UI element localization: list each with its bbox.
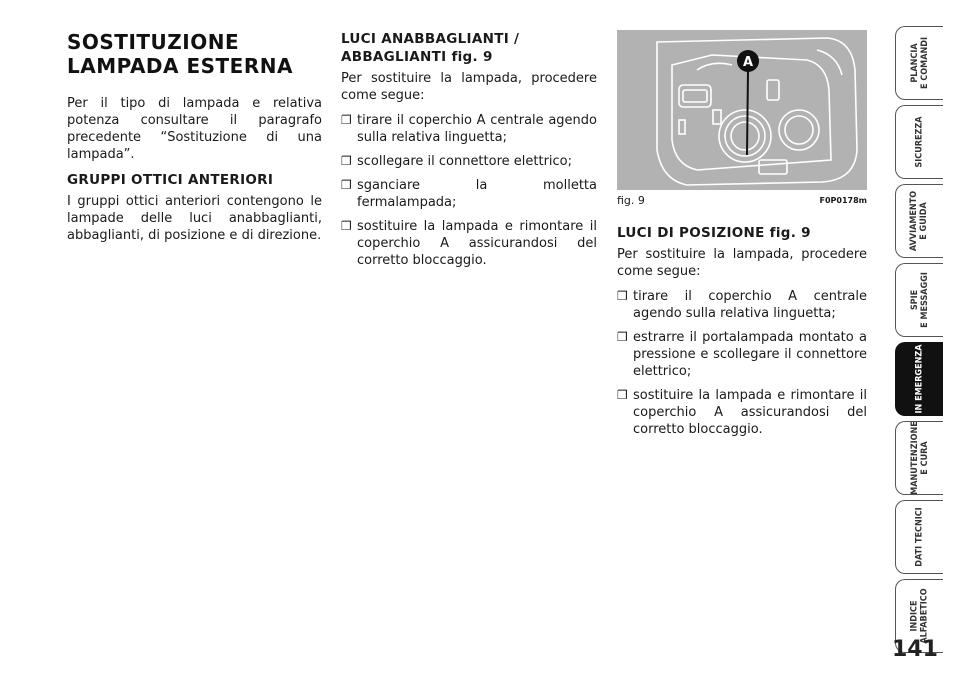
tab-label: MANUTENZIONE E CURA [909, 421, 930, 495]
checkbox-bullet-icon: ❒ [341, 219, 352, 233]
list-item [341, 153, 597, 170]
column-right [617, 30, 867, 445]
section-title-gruppi-ottici: GRUPPI OTTICI ANTERIORI [67, 172, 274, 188]
list-item [341, 218, 597, 269]
section-title-anabbaglianti-line1: LUCI ANABBAGLIANTI / [341, 31, 520, 47]
step-text: sganciare la molletta fermalampada; [357, 178, 597, 210]
checkbox-bullet-icon: ❒ [617, 330, 628, 344]
list-item [617, 387, 867, 438]
section-title-luci-posizione: LUCI DI POSIZIONE fig. 9 [617, 225, 811, 241]
list-item [617, 329, 867, 380]
tab-dati-tecnici[interactable] [895, 500, 943, 574]
figure-code: F0P0178m [819, 196, 867, 205]
step-text: sostituire la lampada e rimontare il coperchio A assicurandosi del corretto bloccaggio. [357, 219, 597, 268]
list-item [617, 288, 867, 322]
tab-plancia-e-comandi[interactable] [895, 26, 943, 100]
step-text: sostituire la lampada e rimontare il coperchio A assicurandosi del corretto bloccaggio. [633, 388, 867, 437]
checkbox-bullet-icon: ❒ [341, 113, 352, 127]
section-title-anabbaglianti [341, 30, 597, 66]
column-middle [341, 30, 597, 276]
page-number: 141 [892, 637, 938, 662]
tab-label: INDICE ALFABETICO [909, 588, 930, 644]
page-title-line2: LAMPADA ESTERNA [67, 54, 293, 78]
column-left [67, 30, 322, 252]
procedure-intro-posizione: Per sostituire la lampada, procedere come segue: [617, 247, 867, 279]
step-text: tirare il coperchio A centrale agendo sulla relativa linguetta; [633, 289, 867, 321]
tab-spie-e-messaggi[interactable] [895, 263, 943, 337]
tab-sicurezza[interactable] [895, 105, 943, 179]
page-title-line1: SOSTITUZIONE [67, 30, 240, 54]
headlight-drawing [617, 30, 867, 190]
checkbox-bullet-icon: ❒ [341, 154, 352, 168]
checkbox-bullet-icon: ❒ [617, 289, 628, 303]
tab-manutenzione-e-cura[interactable] [895, 421, 943, 495]
list-item [341, 177, 597, 211]
headlight-figure [617, 30, 867, 190]
procedure-steps-posizione [617, 288, 867, 438]
marker-a-label: A [742, 55, 754, 70]
section-title-anabbaglianti-line2: ABBAGLIANTI fig. 9 [341, 49, 493, 65]
section-paragraph-gruppi-ottici: I gruppi ottici anteriori contengono le lampade delle luci anabbaglianti, abbaglianti, di posizione e di direzione. [67, 194, 322, 243]
tab-label: AVVIAMENTO E GUIDA [909, 190, 930, 252]
list-item [341, 112, 597, 146]
figure-label: fig. 9 [617, 194, 645, 207]
procedure-steps-anabbaglianti [341, 112, 597, 269]
step-text: tirare il coperchio A centrale agendo sulla relativa linguetta; [357, 113, 597, 145]
checkbox-bullet-icon: ❒ [617, 388, 628, 402]
figure-caption [617, 192, 867, 210]
procedure-intro: Per sostituire la lampada, procedere come segue: [341, 71, 597, 103]
step-text: estrarre il portalampada montato a pressione e scollegare il connettore elettrico; [633, 330, 867, 379]
checkbox-bullet-icon: ❒ [341, 178, 352, 192]
tab-label: PLANCIA E COMANDI [909, 36, 930, 90]
page-title [67, 30, 322, 78]
tab-in-emergenza[interactable] [895, 342, 943, 416]
intro-paragraph: Per il tipo di lampada e relativa potenza consultare il paragrafo precedente “Sostituzione di una lampada”. [67, 96, 322, 162]
step-text: scollegare il connettore elettrico; [357, 154, 573, 169]
tab-label: SPIE E MESSAGGI [909, 272, 930, 328]
tab-avviamento-e-guida[interactable] [895, 184, 943, 258]
tab-label: DATI TECNICI [914, 507, 925, 567]
tab-label: SICUREZZA [914, 116, 925, 168]
tab-label: IN EMERGENZA [914, 344, 925, 414]
